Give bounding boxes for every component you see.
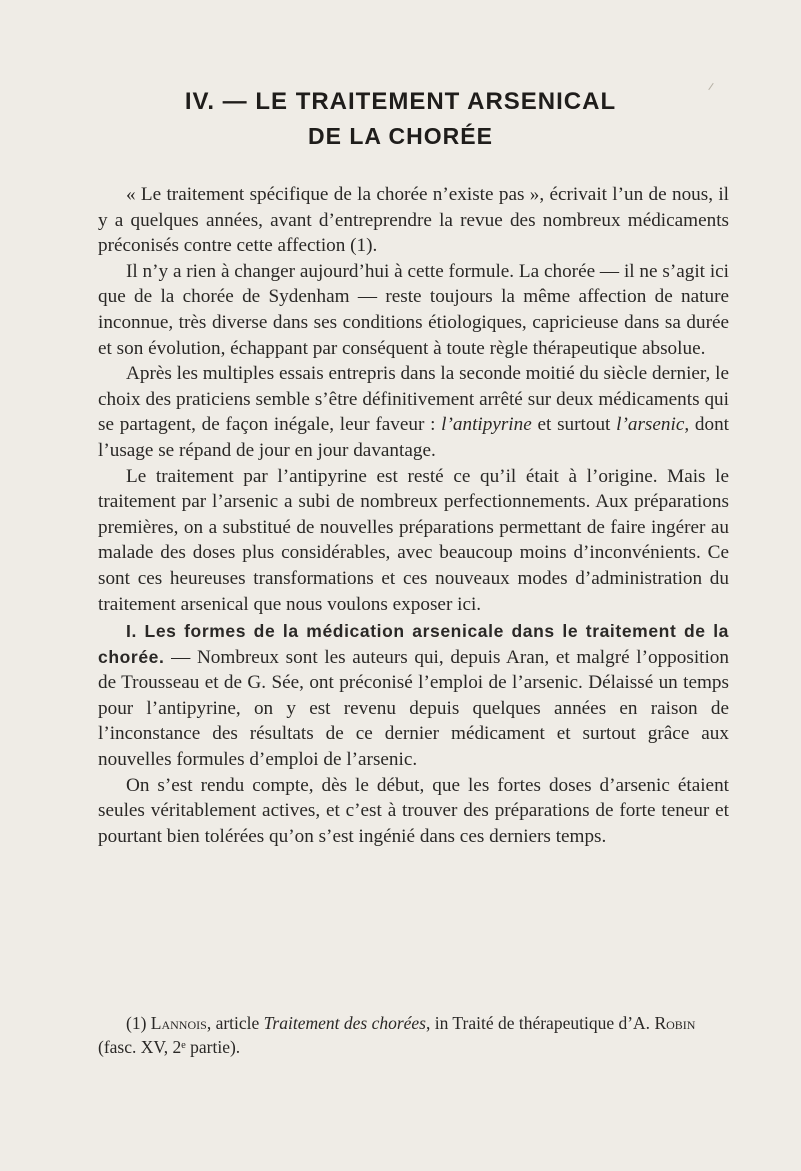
paragraph-4: Le traitement par l’antipyrine est resté ce qu’il était à l’origine. Mais le traitement par l’arsenic a subi de nombreux perfectionnements. Aux préparations premières, on a substitué de nouvelles préparations permettant de faire ingérer au malade des doses plus considérables, avec beaucoup moins d’inconvénients. Ce sont ces heureuses transformations et ces nouveaux modes d’administration du traitement arsenical que nous voulons exposer ici. bbox=[98, 465, 729, 615]
footnote bbox=[98, 1011, 729, 1059]
footnote-author: Lannois bbox=[150, 1013, 207, 1033]
footnote-text-2: , in Traité de thérapeutique d’A. bbox=[426, 1013, 655, 1033]
footnote-editor: Robin bbox=[654, 1013, 696, 1033]
term-arsenic: l’arsenic bbox=[616, 414, 685, 436]
body-text bbox=[98, 182, 729, 849]
section-1-text: — Nombreux sont les auteurs qui, depuis Aran, et malgré l’opposition de Trousseau et de G. Sée, ont préconisé l’emploi de l’arsenic. Délaissé un temps pour l’antipyrine, on y est revenu depuis quelques années en raison de l’inconstance des résultats de ce dernier médicament et surtout grâce aux nouvelles formules d’emploi de l’arsenic. bbox=[98, 646, 729, 771]
paragraph-3-text-mid: et surtout bbox=[531, 414, 617, 436]
paragraph-3-text-end: , dont l’usage se répand de jour en jour davantage. bbox=[98, 414, 729, 461]
footnote-marker: (1) bbox=[126, 1013, 151, 1033]
footnote-work-title: Traitement des chorées bbox=[263, 1013, 426, 1033]
section-1 bbox=[98, 619, 729, 773]
section-1-title: I. Les formes de la médication arsenicale dans le traitement de la chorée. bbox=[98, 621, 729, 667]
paragraph-3 bbox=[98, 361, 729, 463]
footnote-1 bbox=[98, 1011, 729, 1059]
chapter-heading: IV. — LE TRAITEMENT ARSENICAL bbox=[184, 88, 617, 115]
footnote-text-1: , article bbox=[206, 1013, 264, 1033]
paragraph-2: Il n’y a rien à changer aujourd’hui à cette formule. La chorée — il ne s’agit ici que de la chorée de Sydenham — reste toujours la même affection de nature inconnue, très diverse dans ses conditions étiologiques, capricieuse dans sa durée et son évolution, échappant par conséquent à toute règle thérapeutique absolue. bbox=[98, 260, 729, 359]
paragraph-6: On s’est rendu compte, dès le début, que les fortes doses d’arsenic étaient seules véritablement actives, et c’est à trouver des préparations de forte teneur et pourtant bien tolérées qu’on s’est ingénié dans ces derniers temps. bbox=[98, 774, 729, 847]
term-antipyrine: l’antipyrine bbox=[441, 414, 532, 436]
paragraph-1: « Le traitement spécifique de la chorée n’existe pas », écrivait l’un de nous, il y a quelques années, avant d’entreprendre la revue des nombreux médicaments préconisés contre cette affection (1). bbox=[98, 184, 729, 257]
footnote-text-3: (fasc. XV, 2ᵉ partie). bbox=[98, 1037, 241, 1057]
chapter-subheading: DE LA CHORÉE bbox=[308, 123, 493, 149]
paragraph-3-text: Après les multiples essais entrepris dans la seconde moitié du siècle dernier, le choix des praticiens semble s’être définitivement arrêté sur deux médicaments qui se partagent, de façon inégale, leur faveur : bbox=[98, 363, 729, 436]
